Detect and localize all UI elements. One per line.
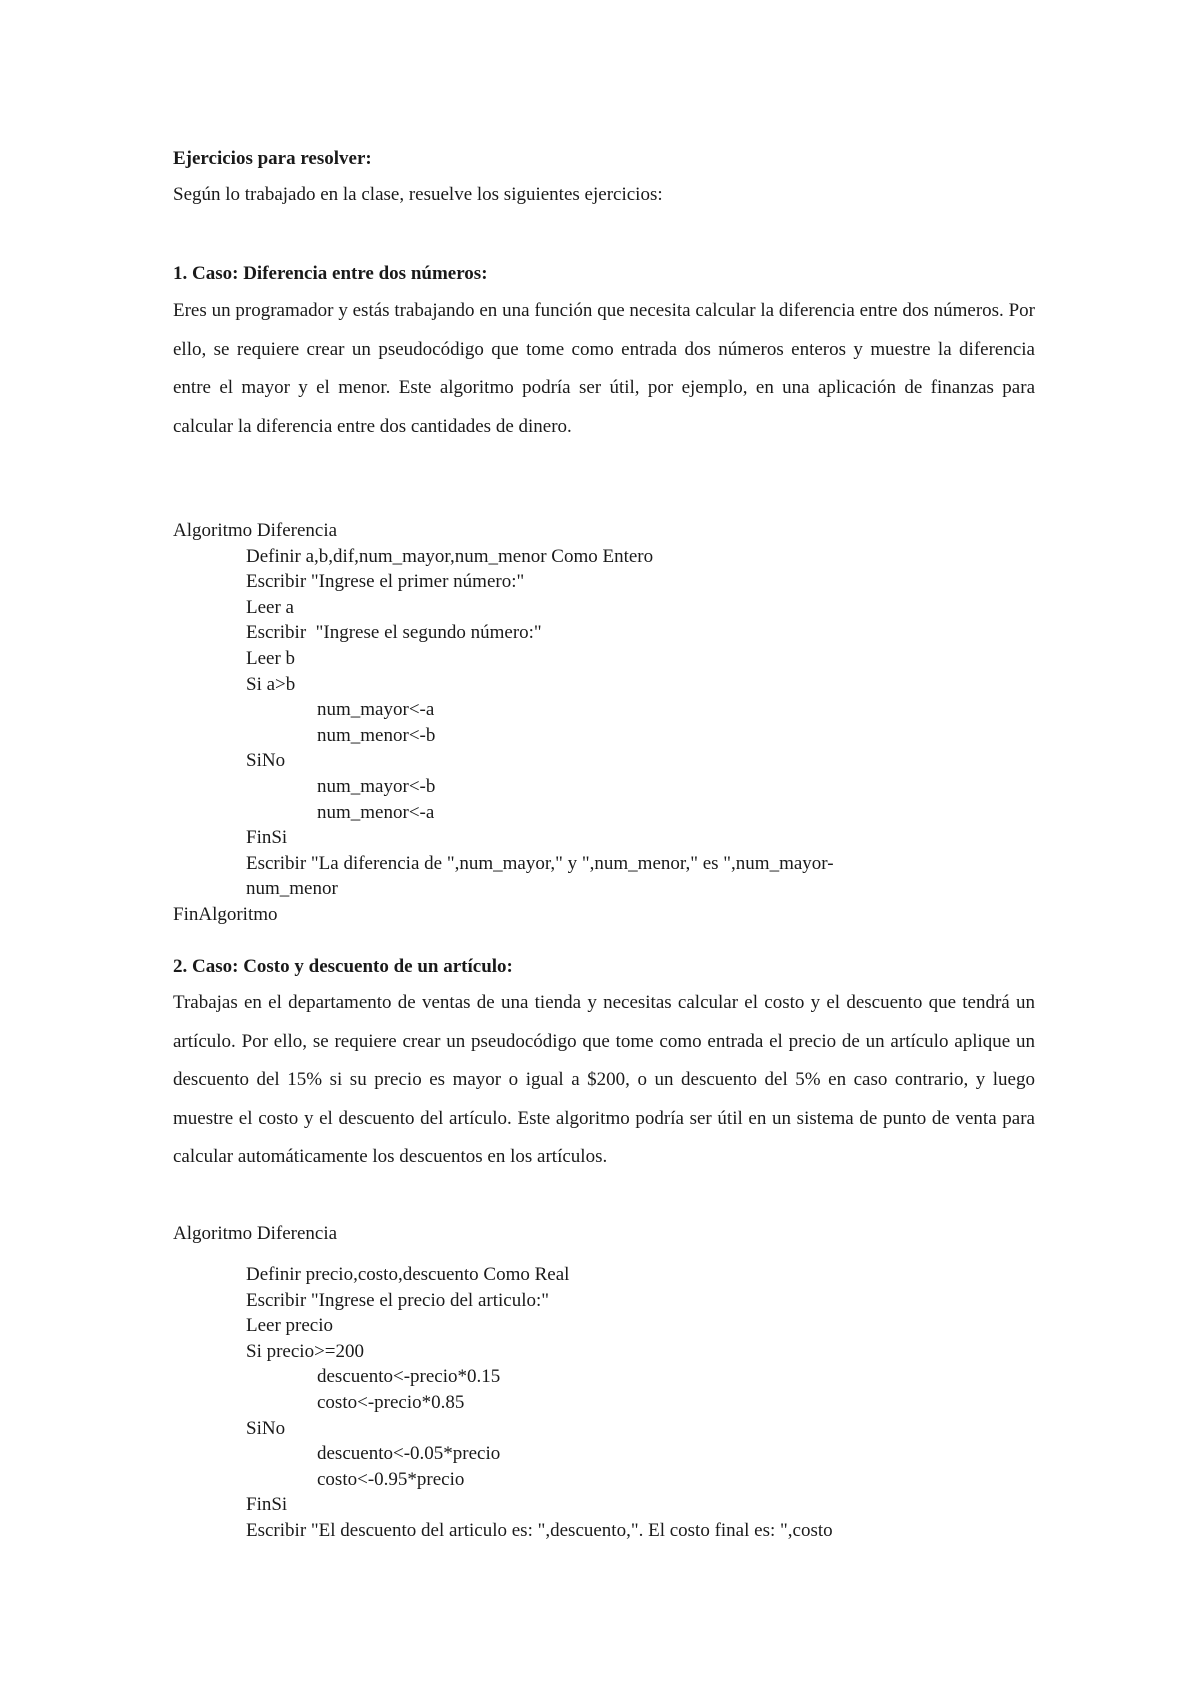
case1-pseudocode — [173, 518, 1035, 928]
case1-description: Eres un programador y estás trabajando en una función que necesita calcular la diferencia entre dos números. Por ello, se requiere crear un pseudocódigo que tome como entrada dos números enteros y muestre la diferencia entre el mayor y el menor. Este algoritmo podría ser útil, por ejemplo, en una aplicación de finanzas para calcular la diferencia entre dos cantidades de dinero. — [173, 300, 1035, 437]
code-line: descuento<-precio*0.15 — [317, 1366, 501, 1388]
code-line: Leer b — [246, 647, 296, 669]
case1-title: 1. Caso: Diferencia entre dos números: — [173, 263, 488, 284]
code-line: costo<-0.95*precio — [317, 1468, 465, 1490]
code-line: SiNo — [246, 1417, 286, 1439]
code-line: costo<-precio*0.85 — [317, 1391, 465, 1413]
code-line: Si a>b — [246, 673, 296, 695]
code-line: num_menor<-a — [317, 801, 435, 823]
code-line: Algoritmo Diferencia — [173, 520, 338, 541]
code-line: Escribir "Ingrese el segundo número:" — [246, 622, 542, 644]
code-line: FinAlgoritmo — [173, 903, 278, 925]
code-line: Escribir "La diferencia de ",num_mayor," y ",num_menor," es ",num_mayor- — [246, 852, 834, 874]
code-line: num_mayor<-b — [317, 775, 436, 797]
code-line: num_menor — [246, 878, 338, 900]
code-line: Definir a,b,dif,num_mayor,num_menor Como Entero — [246, 545, 654, 567]
case2-title: 2. Caso: Costo y descuento de un artículo: — [173, 956, 513, 977]
case2-description: Trabajas en el departamento de ventas de una tienda y necesitas calcular el costo y el descuento que tendrá un artículo. Por ello, se requiere crear un pseudocódigo que tome como entrada el precio de un artículo aplique un descuento del 15% si su precio es mayor o igual a $200, o un descuento del 5% en caso contrario, y luego muestre el costo y el descuento del artículo. Este algoritmo podría ser útil en un sistema de punto de venta para calcular automáticamente los descuentos en los artículos. — [173, 992, 1035, 1167]
code-line: Escribir "Ingrese el primer número:" — [246, 571, 525, 593]
code-line: Escribir "El descuento del articulo es: ",descuento,". El costo final es: ",costo — [246, 1519, 833, 1541]
code-line: Definir precio,costo,descuento Como Real — [246, 1264, 570, 1285]
exercises-intro: Según lo trabajado en la clase, resuelve los siguientes ejercicios: — [173, 184, 663, 205]
code-line: Leer a — [246, 596, 294, 618]
exercises-title: Ejercicios para resolver: — [173, 148, 372, 169]
code-line: FinSi — [246, 1494, 288, 1516]
code-line: Leer precio — [246, 1315, 334, 1337]
code-line: SiNo — [246, 750, 286, 772]
code-line: Si precio>=200 — [246, 1340, 364, 1362]
case2-algorithm-title: Algoritmo Diferencia — [173, 1223, 338, 1244]
code-line: num_menor<-b — [317, 724, 436, 746]
case2-pseudocode — [173, 1262, 1035, 1544]
code-line: FinSi — [246, 827, 288, 849]
code-line: Escribir "Ingrese el precio del articulo:" — [246, 1289, 550, 1311]
code-line: descuento<-0.05*precio — [317, 1443, 501, 1465]
code-line: num_mayor<-a — [317, 699, 435, 721]
